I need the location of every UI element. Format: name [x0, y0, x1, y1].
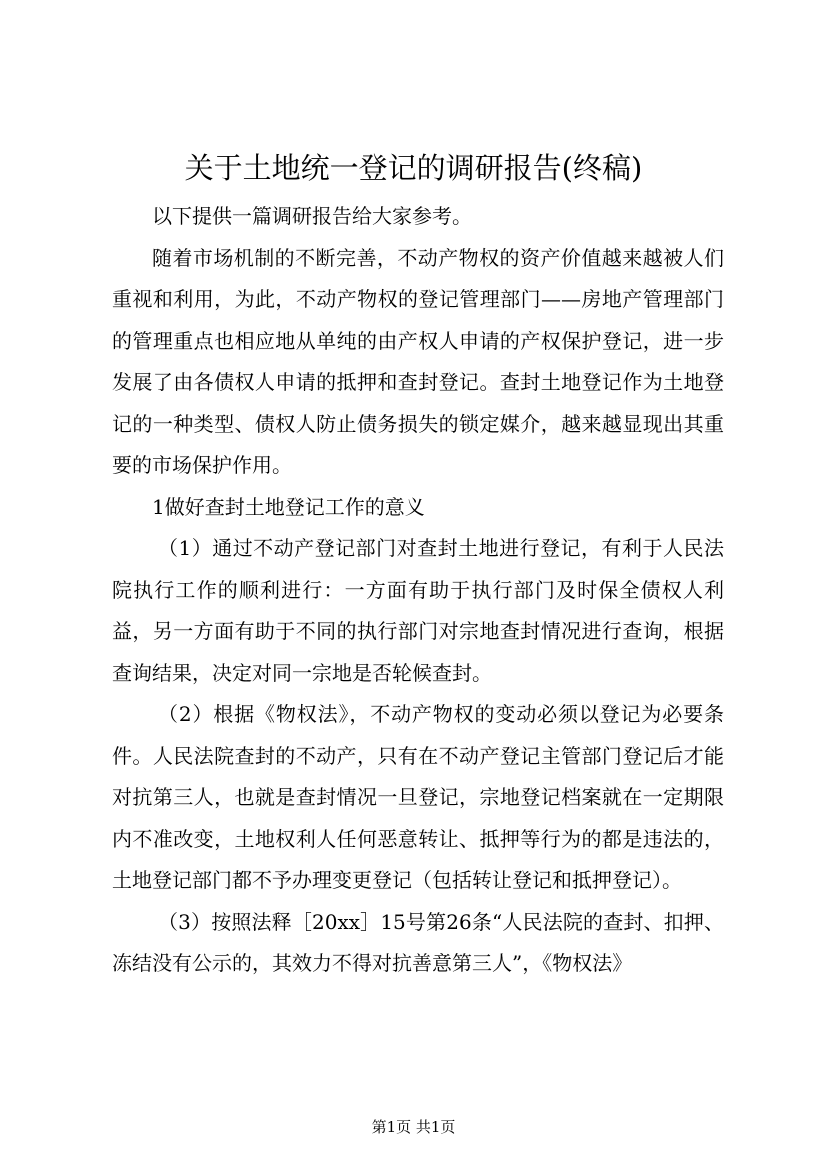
document-body: [112, 196, 724, 985]
intro-paragraph: 以下提供一篇调研报告给大家参考。: [152, 204, 472, 228]
page-footer: 第1页 共1页: [371, 1118, 456, 1136]
section-heading-significance: 1做好查封土地登记工作的意义: [152, 494, 425, 519]
document-title: 关于土地统一登记的调研报告(终稿): [184, 151, 643, 185]
body-paragraph-point-2: （2）根据《物权法》，不动产物权的变动必须以登记为必要条件。人民法院查封的不动产，只有在不动产登记主管部门登记后才能对抗第三人，也就是查封情况一旦登记，宗地登记档案就在一定期限内不准改变，土地权利人任何恶意转让、抵押等行为的都是违法的，土地登记部门都不予办理变更登记（包括转让登记和抵押登记）。: [112, 702, 724, 892]
body-paragraph-point-3: （3）按照法释［20xx］15号第26条“人民法院的查封、扣押、冻结没有公示的，其效力不得对抗善意第三人”，《物权法》: [112, 909, 724, 975]
body-paragraph-background: 随着市场机制的不断完善，不动产物权的资产价值越来越被人们重视和利用，为此，不动产物权的登记管理部门——房地产管理部门的管理重点也相应地从单纯的由产权人申请的产权保护登记，进一步发展了由各债权人申请的抵押和查封登记。查封土地登记作为土地登记的一种类型、债权人防止债务损失的锁定媒介，越来越显现出其重要的市场保护作用。: [112, 245, 724, 477]
body-paragraph-point-1: （1）通过不动产登记部门对查封土地进行登记，有利于人民法院执行工作的顺利进行：一方面有助于执行部门及时保全债权人利益，另一方面有助于不同的执行部门对宗地查封情况进行查询，根据查询结果，决定对同一宗地是否轮候查封。: [112, 536, 724, 685]
